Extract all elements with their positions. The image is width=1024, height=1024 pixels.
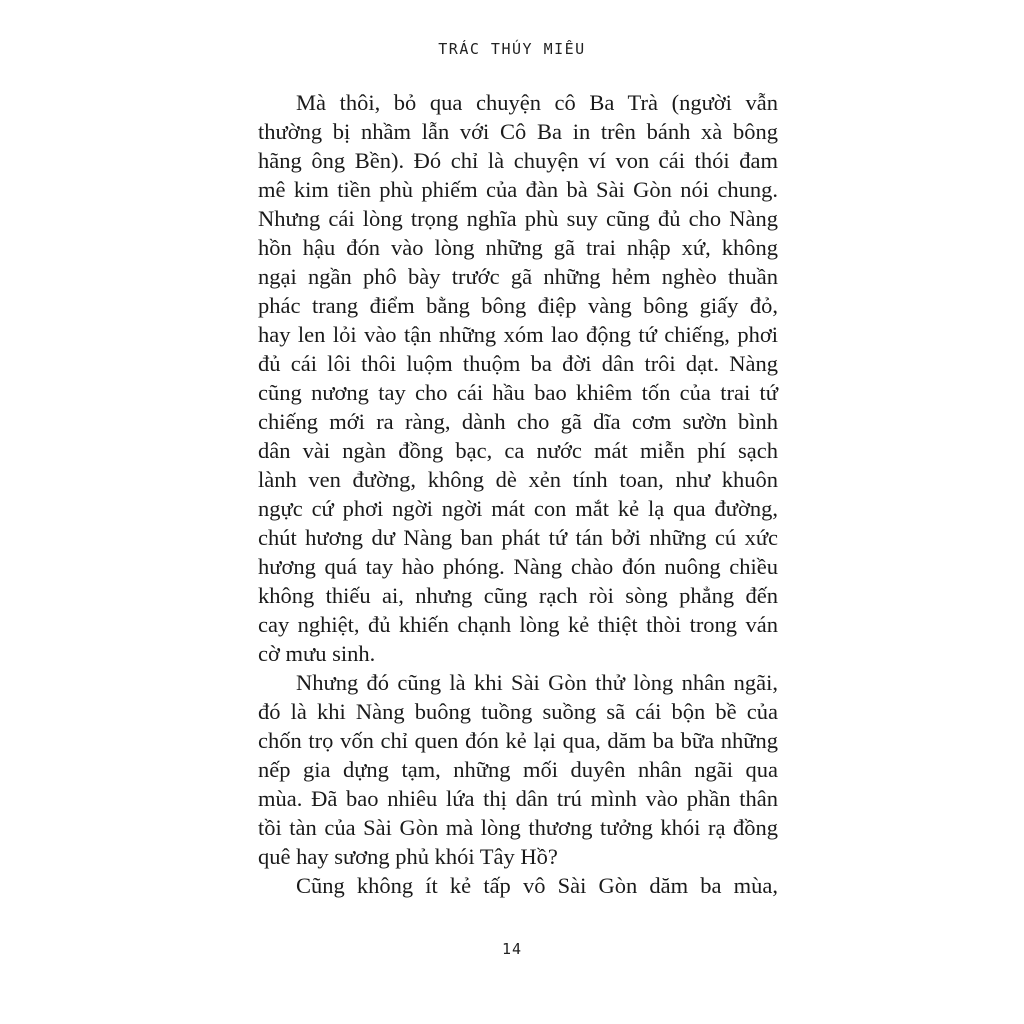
- running-header: TRÁC THÚY MIÊU: [438, 40, 586, 58]
- text-line: mùa. Đã bao nhiêu lứa thị dân trú mình vào phần thân: [258, 786, 778, 811]
- text-line: quê hay sương phủ khói Tây Hồ?: [258, 844, 558, 869]
- paragraph-3: [258, 871, 778, 900]
- text-line: hồn hậu đón vào lòng những gã trai nhập xứ, không: [258, 235, 778, 260]
- text-line: đó là khi Nàng buông tuồng suồng sã cái bộn bề của: [258, 699, 778, 724]
- paragraph-2: [258, 668, 778, 871]
- text-line: chiếng mới ra ràng, dành cho gã dĩa cơm sườn bình: [258, 409, 778, 434]
- text-line: chốn trọ vốn chỉ quen đón kẻ lại qua, dăm ba bữa những: [258, 728, 778, 753]
- text-line: ngực cứ phơi ngời ngời mát con mắt kẻ lạ qua đường,: [258, 496, 778, 521]
- text-line: không thiếu ai, nhưng cũng rạch ròi sòng phẳng đến: [258, 583, 778, 608]
- text-line: Mà thôi, bỏ qua chuyện cô Ba Trà (người vẫn: [296, 90, 778, 115]
- text-line: tồi tàn của Sài Gòn mà lòng thương tưởng khói rạ đồng: [258, 815, 778, 840]
- text-line: lành ven đường, không dè xẻn tính toan, như khuôn: [258, 467, 778, 492]
- text-line: Nhưng cái lòng trọng nghĩa phù suy cũng đủ cho Nàng: [258, 206, 778, 231]
- text-line: mê kim tiền phù phiếm của đàn bà Sài Gòn nói chung.: [258, 177, 778, 202]
- text-line: nếp gia dựng tạm, những mối duyên nhân ngãi qua: [258, 757, 778, 782]
- paragraph-1: [258, 88, 778, 668]
- text-line: cay nghiệt, đủ khiến chạnh lòng kẻ thiệt thòi trong ván: [258, 612, 778, 637]
- text-line: ngại ngần phô bày trước gã những hẻm nghèo thuần: [258, 264, 778, 289]
- text-line: hay len lỏi vào tận những xóm lao động tứ chiếng, phơi: [258, 322, 778, 347]
- text-line: Cũng không ít kẻ tấp vô Sài Gòn dăm ba mùa,: [296, 873, 778, 898]
- text-line: phác trang điểm bằng bông điệp vàng bông giấy đỏ,: [258, 293, 778, 318]
- page-number: 14: [501, 940, 523, 958]
- text-line: cũng nương tay cho cái hầu bao khiêm tốn của trai tứ: [258, 380, 778, 405]
- text-line: chút hương dư Nàng ban phát tứ tán bởi những cú xức: [258, 525, 778, 550]
- text-line: hãng ông Bền). Đó chỉ là chuyện ví von cái thói đam: [258, 148, 778, 173]
- text-line: dân vài ngàn đồng bạc, ca nước mát miễn phí sạch: [258, 438, 778, 463]
- text-line: cờ mưu sinh.: [258, 641, 376, 666]
- text-line: đủ cái lôi thôi luộm thuộm ba đời dân trôi dạt. Nàng: [258, 351, 778, 376]
- text-line: Nhưng đó cũng là khi Sài Gòn thử lòng nhân ngãi,: [296, 670, 778, 695]
- body-text: [258, 88, 778, 900]
- text-line: hương quá tay hào phóng. Nàng chào đón nuông chiều: [258, 554, 778, 579]
- text-line: thường bị nhầm lẫn với Cô Ba in trên bánh xà bông: [258, 119, 778, 144]
